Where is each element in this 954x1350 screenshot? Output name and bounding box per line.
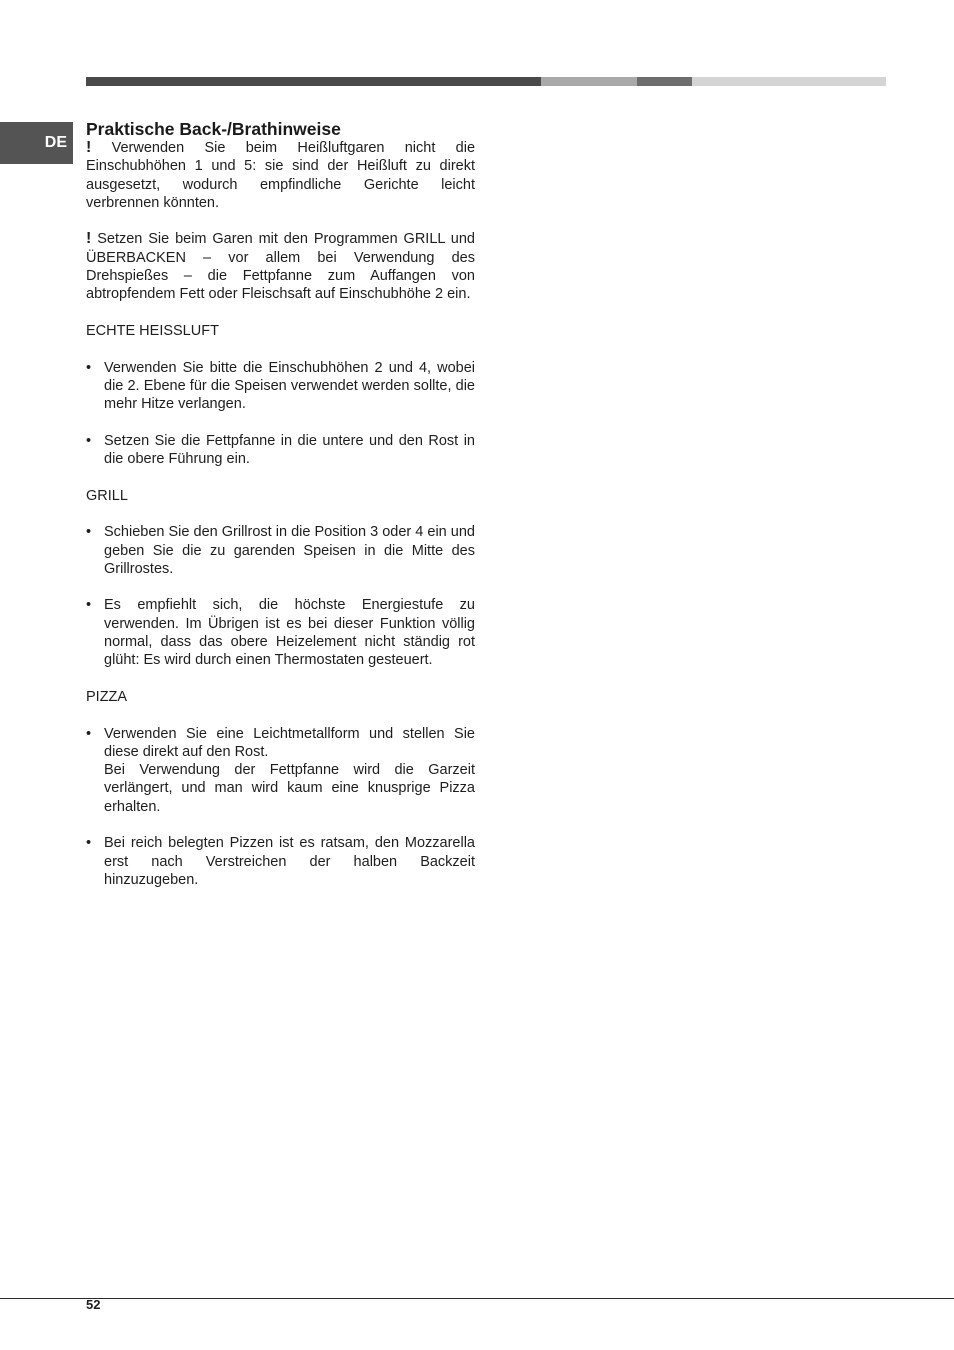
warning-note-text: Setzen Sie beim Garen mit den Programmen GRILL und ÜBERBACKEN – vor allem bei Verwendung des Drehspießes – die Fettpfanne zum Auffangen von abtropfendem Fett oder Fleischsaft auf Einschubhöhe 2 ein.	[86, 231, 475, 303]
section-heading-pizza: PIZZA	[86, 688, 128, 705]
list-item: • Schieben Sie den Grillrost in die Position 3 oder 4 ein und geben Sie die zu garenden Speisen in die Mitte des Grillrostes.	[86, 523, 475, 578]
header-color-bar	[86, 77, 886, 86]
page-number: 52	[86, 1297, 101, 1312]
warning-note-text: Verwenden Sie beim Heißluftgaren nicht die Einschubhöhen 1 und 5: sie sind der Heißluft zu direkt ausgesetzt, wodurch empfindliche Gerichte leicht verbrennen könnten.	[86, 140, 476, 211]
list-item-continuation: Bei Verwendung der Fettpfanne wird die Garzeit verlängert, und man wird kaum eine knusprige Pizza erhalten.	[104, 762, 475, 815]
header-bar-segment-pale	[692, 77, 886, 86]
page-title: Praktische Back-/Brathinweise	[86, 119, 341, 139]
section-heading-grill: GRILL	[86, 487, 128, 504]
warning-mark: !	[86, 230, 92, 248]
header-bar-segment-dark	[86, 77, 541, 86]
main-content	[86, 119, 475, 889]
list-item: • Es empfiehlt sich, die höchste Energiestufe zu verwenden. Im Übrigen ist es bei dieser Funktion völlig normal, dass das obere Heizelement nicht ständig rot glüht: Es wird durch einen Thermostaten gesteuert.	[86, 596, 475, 669]
list-item: • Bei reich belegten Pizzen ist es ratsam, den Mozzarella erst nach Verstreichen der halben Backzeit hinzuzugeben.	[86, 834, 475, 889]
footer-rule	[0, 1298, 954, 1299]
language-tab: DE	[0, 122, 73, 164]
list-item: • Setzen Sie die Fettpfanne in die untere und den Rost in die obere Führung ein.	[86, 432, 475, 469]
list-item: • Verwenden Sie eine Leichtmetallform und stellen Sie diese direkt auf den Rost. Bei Verwendung der Fettpfanne wird die Garzeit verlängert, und man wird kaum eine knusprige Pizza erhalten.	[86, 725, 475, 816]
list-item: • Verwenden Sie bitte die Einschubhöhen 2 und 4, wobei die 2. Ebene für die Speisen verwendet werden sollte, die mehr Hitze verlangen.	[86, 359, 475, 414]
warning-mark: !	[86, 139, 92, 156]
section-heading-heissluft: ECHTE HEISSLUFT	[86, 322, 219, 339]
header-bar-segment-light	[541, 77, 637, 86]
warning-note-1	[86, 139, 475, 212]
header-bar-segment-mid	[637, 77, 692, 86]
warning-note-2	[86, 230, 475, 303]
